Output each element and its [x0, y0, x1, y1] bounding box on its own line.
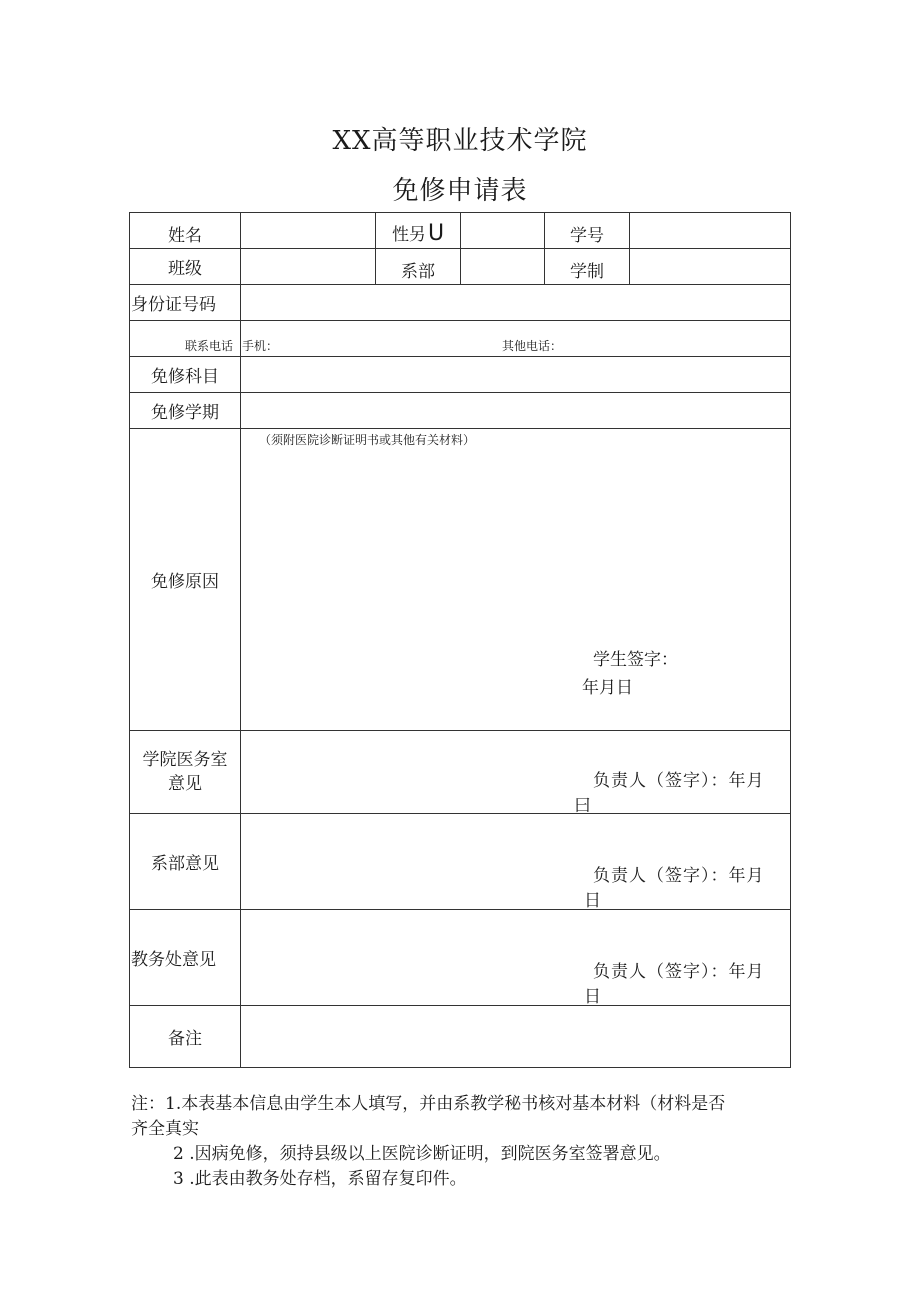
mobile-label: 手机： [242, 339, 279, 353]
academic-office-signature-label: 负责人（签字）：年月 [593, 962, 765, 982]
row-department-opinion [130, 814, 791, 910]
department-opinion-field[interactable] [241, 814, 791, 910]
reason-field[interactable] [241, 429, 791, 731]
footnote-1: 注：1.本表基本信息由学生本人填写，并由系教学秘书核对基本材料（材料是否 [131, 1094, 726, 1114]
row-basic-1 [130, 213, 791, 249]
id-number-field[interactable] [241, 285, 791, 321]
department-signature-date: 日 [584, 891, 601, 911]
department-label: 系部 [376, 249, 461, 285]
remarks-field[interactable] [241, 1006, 791, 1068]
study-length-label: 学制 [545, 249, 630, 285]
gender-field[interactable] [461, 213, 545, 249]
school-title: XX高等职业技术学院 [332, 126, 588, 156]
row-contact [130, 321, 791, 357]
row-id-number [130, 285, 791, 321]
reason-note: （须附医院诊断证明书或其他有关材料） [259, 433, 476, 447]
row-reason [130, 429, 791, 731]
student-signature-label: 学生签字： [593, 650, 678, 670]
department-signature-label: 负责人（签字）：年月 [593, 866, 765, 886]
other-phone-label: 其他电话： [502, 339, 563, 353]
row-subject [130, 357, 791, 393]
id-number-label: 身份证号码 [130, 285, 241, 321]
footnote-3: 3 .此表由教务处存档，系留存复印件。 [173, 1169, 467, 1189]
clinic-signature-date: 曰 [574, 796, 591, 816]
footnotes [131, 1092, 791, 1192]
department-opinion-label: 系部意见 [130, 814, 241, 910]
row-academic-office-opinion [130, 910, 791, 1006]
class-field[interactable] [241, 249, 376, 285]
form-title: 免修申请表 [392, 176, 528, 206]
student-id-field[interactable] [630, 213, 791, 249]
contact-field[interactable] [241, 321, 791, 357]
application-form-table [129, 212, 791, 1068]
student-signature-date: 年月日 [582, 678, 633, 698]
term-field[interactable] [241, 393, 791, 429]
study-length-field[interactable] [630, 249, 791, 285]
student-id-label: 学号 [545, 213, 630, 249]
subject-label: 免修科目 [130, 357, 241, 393]
row-term [130, 393, 791, 429]
footnote-1-continued: 齐全真实 [131, 1119, 199, 1139]
footnote-2: 2 .因病免修，须持县级以上医院诊断证明，到院医务室签署意见。 [173, 1144, 671, 1164]
name-field[interactable] [241, 213, 376, 249]
row-basic-2 [130, 249, 791, 285]
name-label: 姓名 [130, 213, 241, 249]
contact-label: 联系电话 [130, 321, 241, 357]
reason-label: 免修原因 [130, 429, 241, 731]
subject-field[interactable] [241, 357, 791, 393]
row-clinic-opinion [130, 731, 791, 814]
academic-office-label: 教务处意见 [130, 910, 241, 1006]
gender-mark: U [427, 221, 445, 246]
department-field[interactable] [461, 249, 545, 285]
term-label: 免修学期 [130, 393, 241, 429]
clinic-signature-label: 负责人（签字）：年月 [593, 771, 765, 791]
remarks-label: 备注 [130, 1006, 241, 1068]
academic-office-signature-date: 日 [584, 987, 601, 1007]
class-label: 班级 [130, 249, 241, 285]
gender-label: 性另U [376, 213, 461, 249]
academic-office-field[interactable] [241, 910, 791, 1006]
row-remarks [130, 1006, 791, 1068]
clinic-opinion-field[interactable] [241, 731, 791, 814]
clinic-label: 学院医务室 意见 [130, 731, 241, 814]
